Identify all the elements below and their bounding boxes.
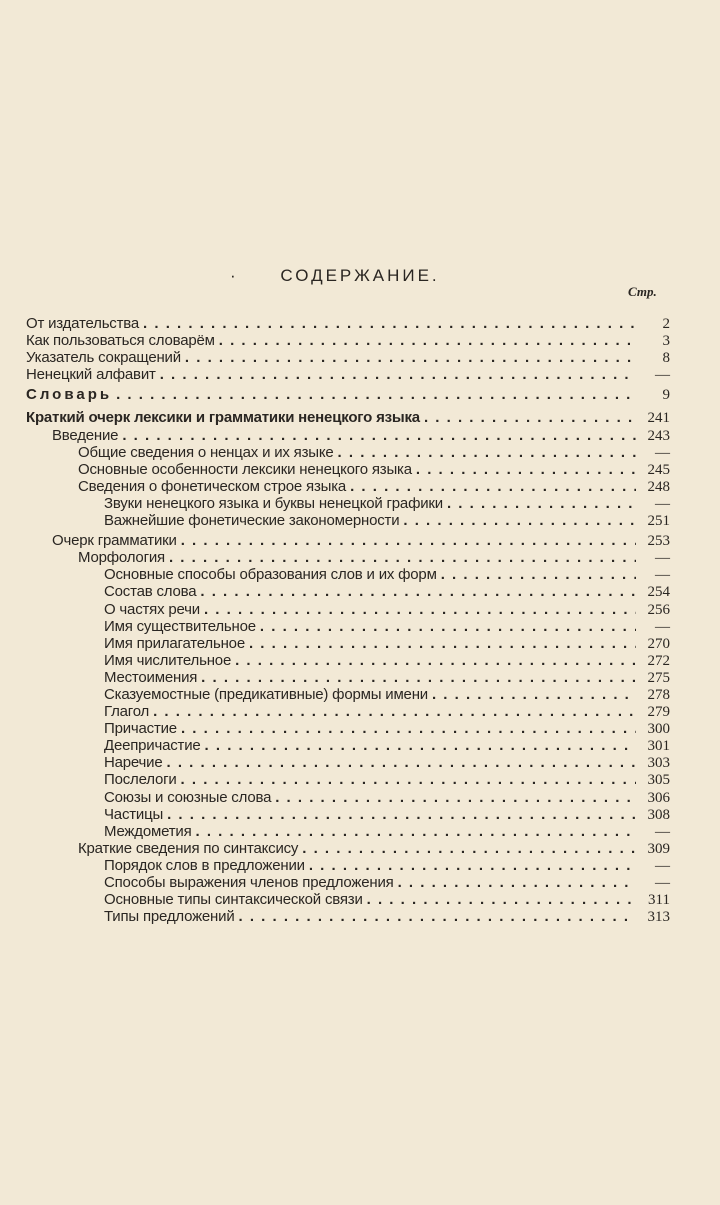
toc-entry bbox=[26, 512, 670, 529]
toc-entry-label: Союзы и союзные слова bbox=[104, 788, 272, 806]
toc-entry-page: 278 bbox=[647, 686, 670, 703]
toc-entry-page: 305 bbox=[647, 772, 670, 789]
dot-leader bbox=[432, 686, 636, 703]
toc-entry-label: Основные типы синтаксической связи bbox=[104, 891, 363, 909]
toc-entry-page: — bbox=[655, 875, 670, 891]
toc-entry-label: Междометия bbox=[104, 822, 192, 840]
dot-leader bbox=[122, 427, 636, 444]
toc-entry-label: Словарь bbox=[26, 386, 113, 404]
toc-entry bbox=[26, 823, 670, 840]
dot-leader bbox=[219, 332, 636, 349]
toc-entry-page: 300 bbox=[647, 721, 670, 738]
toc-entry-page: 248 bbox=[647, 478, 670, 495]
toc-entry bbox=[26, 495, 670, 512]
toc-entry bbox=[26, 532, 670, 549]
toc-entry-page: — bbox=[655, 618, 670, 635]
toc-entry-page: — bbox=[655, 367, 670, 384]
toc-entry bbox=[26, 461, 670, 478]
toc-entry-page: 2 bbox=[662, 316, 670, 332]
toc-entry bbox=[26, 857, 670, 874]
toc-entry-label: Краткие сведения по синтаксису bbox=[78, 839, 299, 857]
dot-leader bbox=[350, 478, 636, 495]
dot-leader bbox=[398, 874, 636, 891]
toc-entry-page: — bbox=[655, 550, 670, 567]
dot-leader bbox=[447, 495, 636, 512]
toc-entry-label: Сказуемостные (предикативные) формы имени bbox=[104, 685, 428, 703]
toc-entry-label: О частях речи bbox=[104, 600, 200, 618]
toc-entry bbox=[26, 737, 670, 754]
toc-entry-page: 241 bbox=[647, 410, 670, 427]
toc-entry-label: Имя существительное bbox=[104, 617, 256, 635]
toc-entry-label: Указатель сокращений bbox=[26, 349, 181, 367]
toc-entry-label: Введение bbox=[52, 426, 119, 444]
page-title: · СОДЕРЖАНИЕ. bbox=[230, 266, 440, 285]
toc-entry-page: 311 bbox=[648, 892, 670, 909]
dot-leader bbox=[235, 652, 636, 669]
toc-entry bbox=[26, 806, 670, 823]
toc-entry bbox=[26, 478, 670, 495]
toc-entry-page: 243 bbox=[647, 427, 670, 444]
dot-leader bbox=[185, 349, 636, 366]
toc-entry bbox=[26, 840, 670, 857]
toc-entry-label: Звуки ненецкого языка и буквы ненецкой графики bbox=[104, 494, 443, 512]
toc-entry-page: 303 bbox=[647, 755, 670, 772]
dot-leader bbox=[249, 635, 636, 652]
toc-entry bbox=[26, 409, 670, 426]
dot-leader bbox=[200, 583, 636, 600]
toc-entry-label: Способы выражения членов предложения bbox=[104, 874, 394, 891]
toc-entry-page: 270 bbox=[647, 635, 670, 652]
toc-entry bbox=[26, 686, 670, 703]
toc-entry-label: Сведения о фонетическом строе языка bbox=[78, 477, 347, 495]
toc-entry bbox=[26, 618, 670, 635]
toc-entry-label: Общие сведения о ненцах и их языке bbox=[78, 443, 334, 461]
toc-entry-page: 279 bbox=[647, 704, 670, 721]
dot-leader bbox=[260, 618, 636, 635]
toc-entry-page: 256 bbox=[647, 601, 670, 618]
toc-entry bbox=[26, 891, 670, 908]
dot-leader bbox=[201, 669, 636, 686]
dot-leader bbox=[338, 444, 636, 461]
toc-entry bbox=[26, 427, 670, 444]
toc-entry bbox=[26, 549, 670, 566]
toc-entry bbox=[26, 771, 670, 788]
dot-leader bbox=[181, 771, 636, 788]
toc-entry-label: Деепричастие bbox=[104, 737, 201, 755]
toc-entry bbox=[26, 315, 670, 332]
toc-entry-label: Очерк грамматики bbox=[52, 532, 177, 550]
toc-entry bbox=[26, 566, 670, 583]
toc-entry-label: Типы предложений bbox=[104, 908, 235, 926]
toc-entry-label: Краткий очерк лексики и грамматики ненецкого языка bbox=[26, 409, 420, 427]
toc-entry bbox=[26, 652, 670, 669]
toc-entry bbox=[26, 332, 670, 349]
toc-entry bbox=[26, 669, 670, 686]
toc-entry-label: Ненецкий алфавит bbox=[26, 366, 156, 384]
dot-leader bbox=[116, 386, 636, 403]
dot-leader bbox=[367, 891, 636, 908]
toc-entry-label: Морфология bbox=[78, 549, 165, 567]
dot-leader bbox=[416, 461, 636, 478]
toc-entry-page: 9 bbox=[662, 387, 670, 404]
toc-entry bbox=[26, 703, 670, 720]
toc-entry-label: Основные особенности лексики ненецкого языка bbox=[78, 460, 412, 478]
toc-entry-page: 272 bbox=[647, 652, 670, 669]
toc-entry-page: 251 bbox=[647, 513, 670, 530]
dot-leader bbox=[204, 601, 636, 618]
toc-entry bbox=[26, 635, 670, 652]
page-column-label: Стр. bbox=[628, 284, 657, 299]
toc-entry-page: 308 bbox=[647, 806, 670, 823]
dot-leader bbox=[205, 737, 636, 754]
toc-entry-page: 254 bbox=[647, 584, 670, 601]
toc-entry-label: От издательства bbox=[26, 315, 140, 332]
toc-entry-label: Как пользоваться словарём bbox=[26, 332, 215, 350]
dot-leader bbox=[143, 315, 636, 332]
dot-leader bbox=[403, 512, 636, 529]
toc-entry bbox=[26, 366, 670, 383]
dot-leader bbox=[181, 532, 636, 549]
toc-entry bbox=[26, 754, 670, 771]
toc-entry bbox=[26, 789, 670, 806]
toc-entry-label: Частицы bbox=[104, 805, 164, 823]
dot-leader bbox=[167, 754, 637, 771]
toc-entry-label: Наречие bbox=[104, 754, 163, 772]
toc-entry bbox=[26, 349, 670, 366]
toc-entry-label: Послелоги bbox=[104, 771, 177, 789]
toc-entry-page: 253 bbox=[647, 533, 670, 550]
toc-entry-label: Состав слова bbox=[104, 583, 197, 601]
toc-entry bbox=[26, 583, 670, 600]
toc-entry bbox=[26, 601, 670, 618]
toc-entry-label: Причастие bbox=[104, 720, 177, 738]
toc-entry bbox=[26, 720, 670, 737]
toc-entry-page: — bbox=[655, 823, 670, 840]
dot-leader bbox=[196, 823, 637, 840]
toc-entry-page: 306 bbox=[647, 789, 670, 806]
table-of-contents bbox=[26, 315, 670, 925]
toc-entry-page: — bbox=[655, 567, 670, 584]
toc-entry bbox=[26, 444, 670, 461]
toc-entry-page: 3 bbox=[662, 333, 670, 350]
toc-entry-page: 8 bbox=[662, 350, 670, 367]
toc-entry-label: Глагол bbox=[104, 703, 150, 721]
dot-leader bbox=[424, 409, 636, 426]
toc-entry-page: — bbox=[655, 444, 670, 461]
toc-entry-page: 245 bbox=[647, 461, 670, 478]
toc-entry-page: 309 bbox=[647, 840, 670, 857]
toc-entry-label: Имя числительное bbox=[104, 651, 232, 669]
toc-entry-page: — bbox=[655, 857, 670, 874]
dot-leader bbox=[309, 857, 636, 874]
toc-entry bbox=[26, 908, 670, 925]
toc-entry-label: Важнейшие фонетические закономерности bbox=[104, 512, 400, 530]
toc-entry-page: 313 bbox=[647, 909, 670, 926]
dot-leader bbox=[441, 566, 636, 583]
toc-entry bbox=[26, 386, 670, 403]
toc-entry bbox=[26, 874, 670, 891]
dot-leader bbox=[153, 703, 636, 720]
dot-leader bbox=[275, 789, 636, 806]
toc-entry-page: 301 bbox=[647, 738, 670, 755]
dot-leader bbox=[169, 549, 636, 566]
dot-leader bbox=[181, 720, 636, 737]
dot-leader bbox=[160, 366, 636, 383]
dot-leader bbox=[239, 908, 637, 925]
toc-entry-page: 275 bbox=[647, 669, 670, 686]
dot-leader bbox=[167, 806, 636, 823]
toc-entry-label: Основные способы образования слов и их форм bbox=[104, 566, 437, 584]
toc-entry-label: Имя прилагательное bbox=[104, 634, 245, 652]
dot-leader bbox=[302, 840, 636, 857]
toc-entry-label: Порядок слов в предложении bbox=[104, 856, 305, 874]
toc-entry-page: — bbox=[655, 495, 670, 512]
toc-entry-label: Местоимения bbox=[104, 668, 198, 686]
